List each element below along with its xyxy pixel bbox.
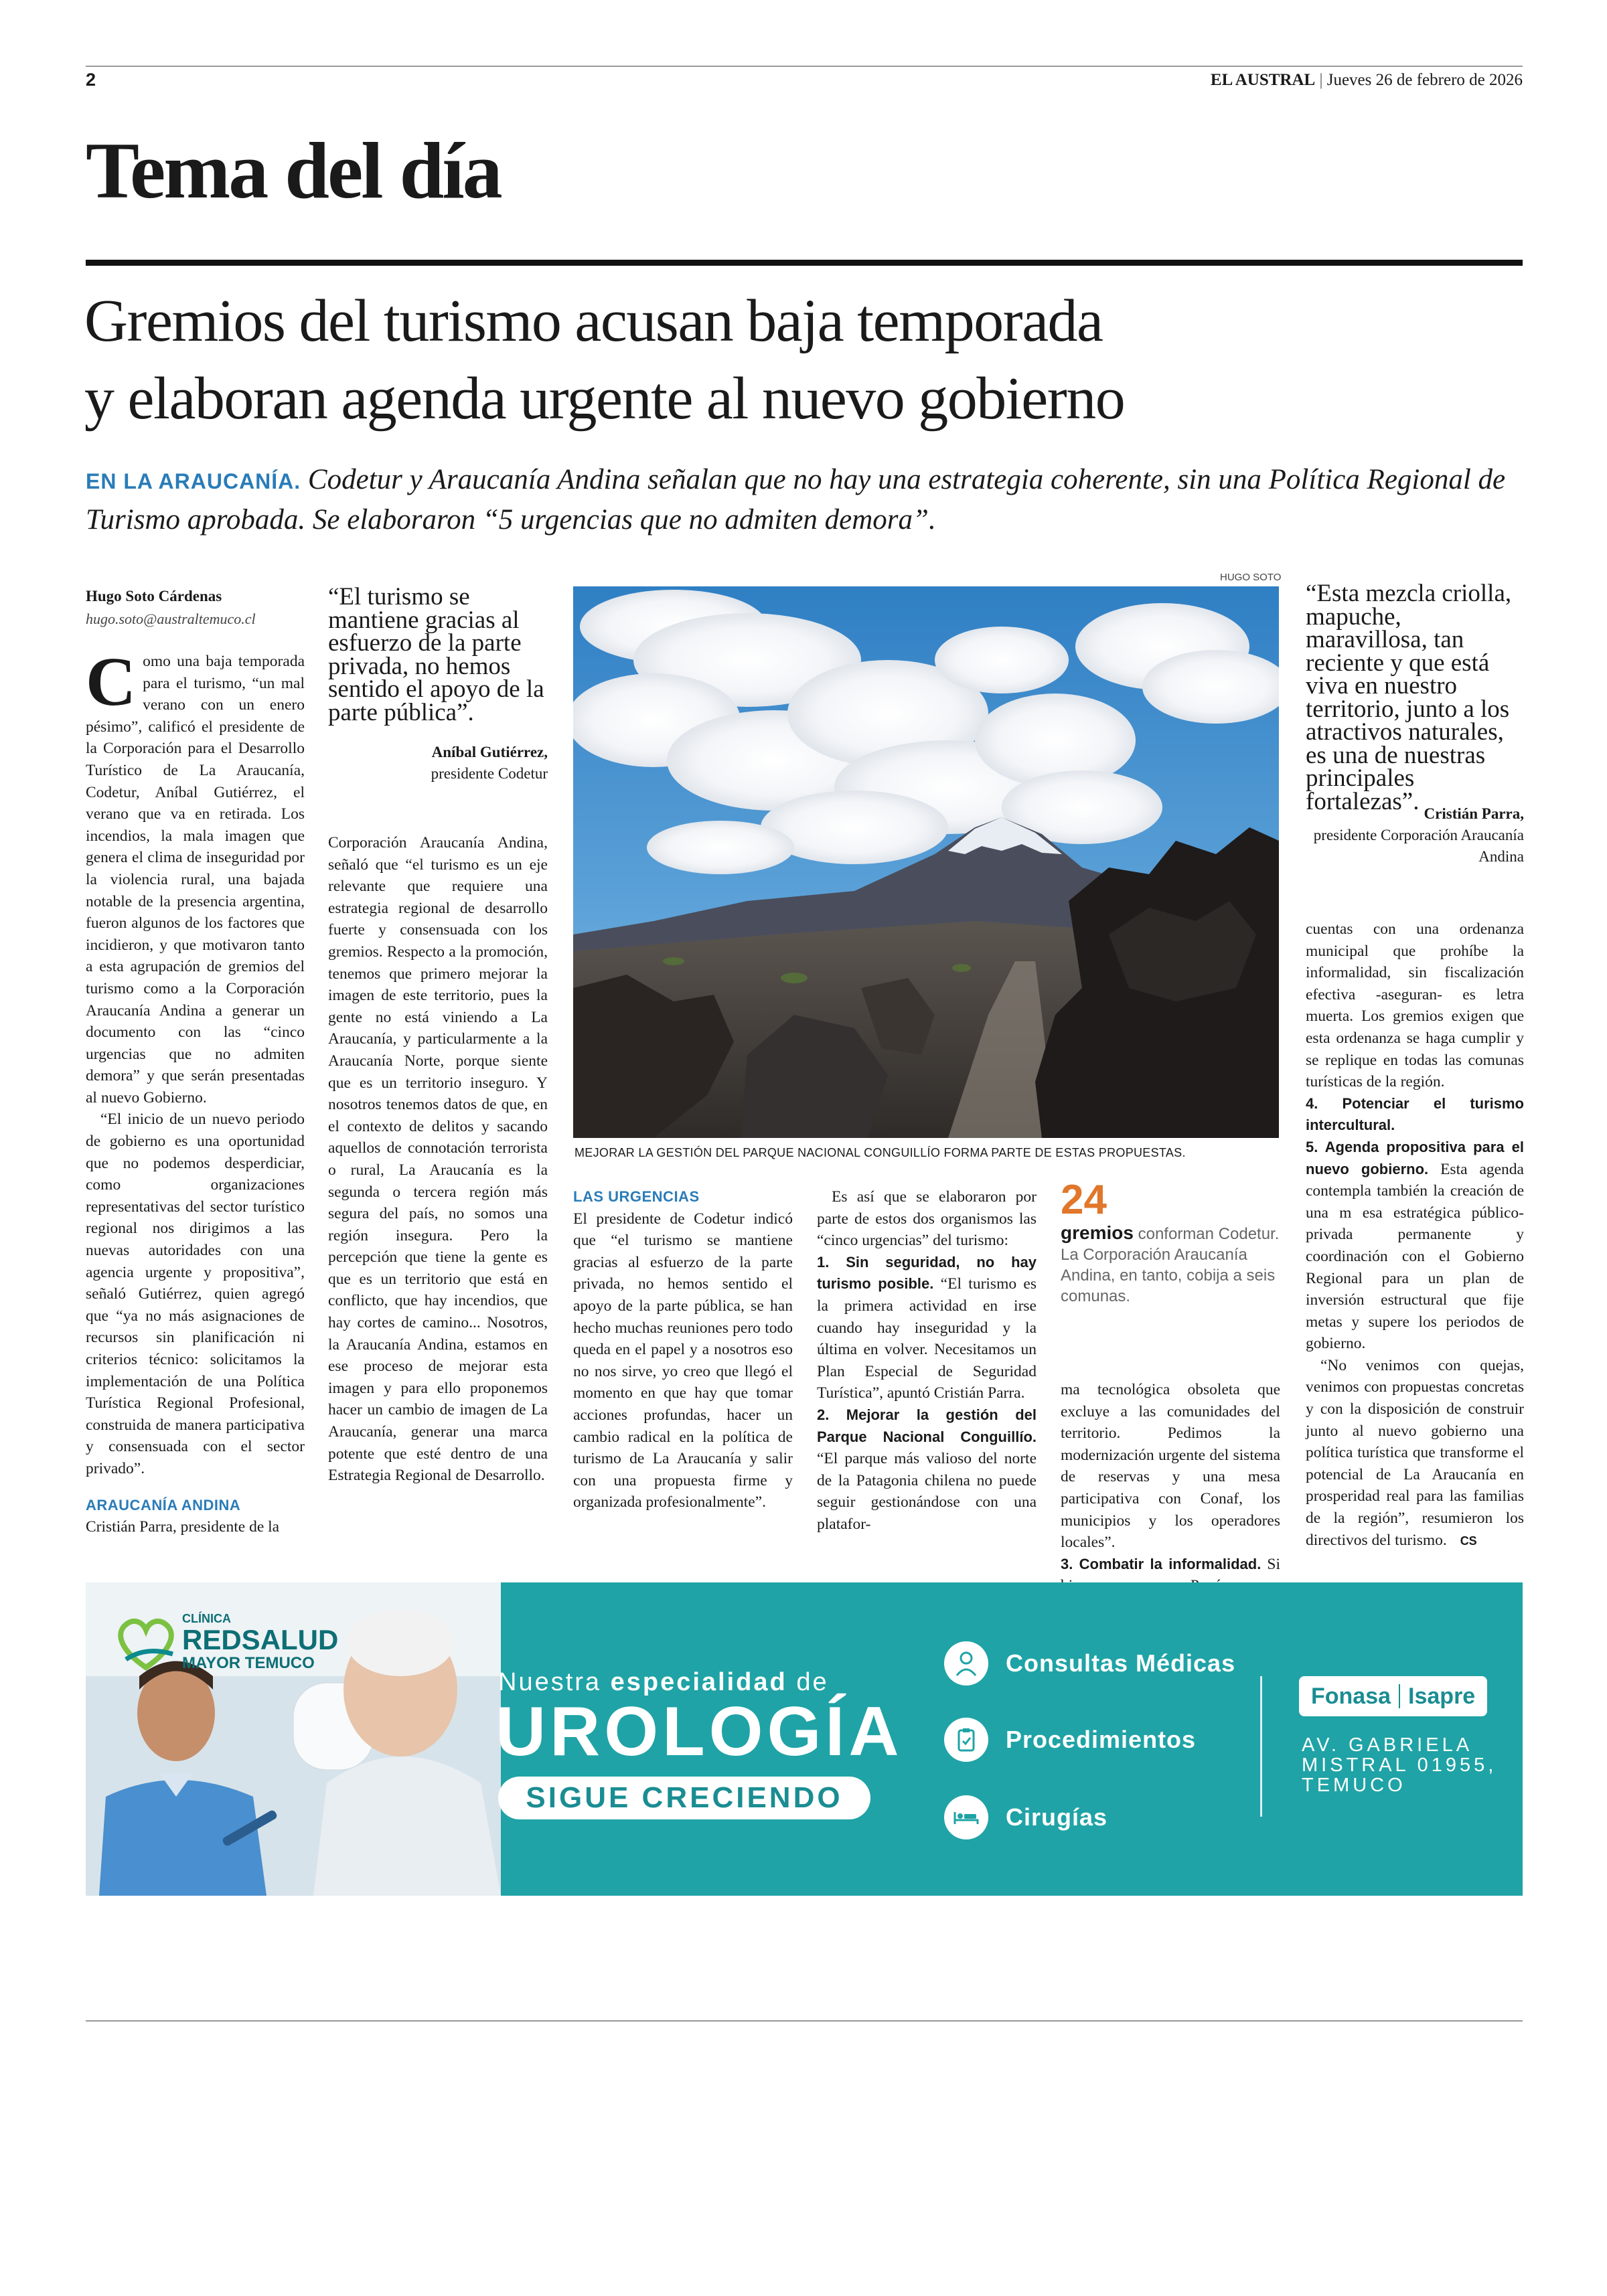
lead: [86, 461, 1525, 539]
urgency-5-title: 5. Agenda propositiva para el nuevo gobierno.: [1306, 1138, 1524, 1177]
ad-logo-small: CLÍNICA: [182, 1612, 231, 1625]
redsalud-ad[interactable]: [86, 1582, 1523, 1896]
col1-paragraph-1: omo una baja temporada para el turismo, “un mal verano con un enero pésimo”, calificó el presidente de la Corporación para el Desarrollo Turístico de La Araucanía, Codetur, Aníbal Gutiérrez, el verano que va en retirada. Los incendios, la mala imagen que genera el clima de inseguridad por la violencia rural, una bajada notable de la presencia argentina, fueron algunos de los factores que incidieron, y que motivaron tanto a esta agrupación de gremios del turismo como a la Corporación Araucanía Andina a generar un documento con las “cinco urgencias que no admiten demora” y que serán presentadas al nuevo Gobierno.: [86, 653, 305, 1106]
headline: [84, 282, 1124, 438]
section-rule: [86, 260, 1523, 266]
photo-caption: MEJORAR LA GESTIÓN DEL PARQUE NACIONAL CONGUILLÍO FORMA PARTE DE ESTAS PROPUESTAS.: [575, 1146, 1186, 1159]
clipboard-icon: [944, 1718, 988, 1762]
ad-insurance-badge: [1299, 1676, 1487, 1716]
top-rule: [86, 66, 1523, 67]
ad-feature-3: [944, 1795, 1107, 1839]
ad-feature-2-label: Procedimientos: [1006, 1726, 1197, 1753]
ad-feature-2: [944, 1718, 1196, 1762]
col4-paragraph-1: Es así que se elaboraron por parte de estos dos organismos las “cinco urgencias” del turismo:: [817, 1188, 1037, 1250]
ad-feature-3-label: Cirugías: [1006, 1803, 1108, 1831]
ad-logo-sub: MAYOR TEMUCO: [182, 1654, 315, 1672]
col6-paragraph-2: “No venimos con quejas, venimos con propuestas concretas y con la disposición de construir junto al nuevo gobierno una política turística que transforme el potencial de La Araucanía en prosperidad real para las familias de la región”, resumieron los directivos del turismo.: [1306, 1356, 1524, 1549]
pull-quote-2: “Esta mezcla criolla, mapuche, maravillosa, tan reciente y que está viva en nuestro territorio, junto a los atractivos naturales, es una de nuestras principales fortalezas”.: [1306, 580, 1512, 815]
page-number: 2: [86, 70, 96, 90]
ad-logo: [112, 1612, 338, 1673]
quote2-role: presidente Corporación Araucanía Andina: [1313, 827, 1524, 865]
col3-paragraph-1: El presidente de Codetur indicó que “el turismo se mantiene gracias al esfuerzo de la parte privada, no hemos sentido el apoyo de la parte pública, se han hecho muchas reuniones pero todo queda en el papel y a nosotros eso no nos sirve, yo creo que llegó el momento en que hay que tomar acciones profundas, hacer un cambio radical en la política de turismo de La Araucanía y salir con una propuesta firme y organizada profesionalmente”.: [573, 1210, 793, 1511]
masthead-paper: EL AUSTRAL: [1210, 71, 1316, 89]
byline-email: hugo.soto@australtemuco.cl: [86, 610, 256, 627]
photo-credit: HUGO SOTO: [1220, 572, 1282, 583]
ad-isapre: Isapre: [1408, 1683, 1476, 1709]
column-3: [573, 1186, 793, 1513]
bottom-rule: [86, 2020, 1523, 2022]
urgency-3-title: 3. Combatir la informalidad.: [1061, 1555, 1261, 1572]
quote1-role: presidente Codetur: [431, 765, 548, 782]
ad-address-1: AV. GABRIELA: [1302, 1734, 1473, 1756]
stat-text: conforman Codetur. La Corporación Araucanía Andina, en tanto, cobija a seis comunas.: [1061, 1225, 1280, 1305]
pull-quote-1: “El turismo se mantiene gracias al esfuerzo de la parte privada, no hemos sentido el apoyo de la parte pública”.: [328, 583, 544, 726]
stat-number: 24: [1061, 1177, 1107, 1223]
stat-text-block: [1061, 1222, 1282, 1307]
urgency-2-text: “El parque más valioso del norte de la Patagonia chilena no puede seguir gestionándose con una platafor-: [817, 1450, 1037, 1533]
masthead-date: Jueves 26 de febrero de 2026: [1326, 71, 1523, 89]
column-4: [817, 1186, 1037, 1536]
drop-cap: C: [86, 643, 137, 720]
ad-line1-c: de: [796, 1668, 829, 1696]
column-2: [328, 832, 548, 1487]
volcano-photo: [573, 586, 1279, 1138]
byline-author: Hugo Soto Cárdenas: [86, 588, 222, 604]
lead-text: Codetur y Araucanía Andina señalan que no hay una estrategia coherente, sin una Política Regional de Turismo aprobada. Se elaboraron “5 urgencias que no admiten demora”.: [86, 464, 1506, 536]
col5-paragraph-1: ma tecnológica obsoleta que excluye a las comunidades del territorio. Pedimos la modernización urgente del sistema de reservas y una mesa participativa con Conaf, los municipios y los operadores locales”.: [1061, 1381, 1280, 1552]
column-6: [1306, 918, 1524, 1552]
end-mark: CS: [1460, 1534, 1477, 1548]
heart-logo-icon: [112, 1613, 179, 1673]
col6-paragraph-1: cuentas con una ordenanza municipal que prohíbe la informalidad, sin fiscalización efectiva -aseguran- es letra muerta. Los gremios exigen que esta ordenanza se haga cumplir y se replique en todas las comunas turísticas de la región.: [1306, 920, 1524, 1091]
urgency-2-title: 2. Mejorar la gestión del Parque Nacional Conguillío.: [817, 1406, 1037, 1445]
ad-pill: SIGUE CRECIENDO: [498, 1777, 870, 1819]
ad-address: [1302, 1735, 1497, 1795]
col1-paragraph-2: “El inicio de un nuevo periodo de gobierno es una oportunidad que no podemos desperdiciar, como organizaciones representativas del sector turístico regional nos dirigimos a las nuevas autoridades con una agencia urgente y propositiva”, señaló Gutiérrez, quien agregó que “ya no más asignaciones de recursos sin planificación ni criterios técnico: solicitamos la implementación de una Política Turística Regional Profesional, construida de manera participativa y consensuada con el sector privado”.: [86, 1111, 305, 1477]
ad-line1-a: Nuestra: [498, 1668, 602, 1696]
column-1: [86, 643, 305, 1538]
ad-logo-brand: REDSALUD: [182, 1624, 339, 1655]
col1-paragraph-3: Cristián Parra, presidente de la: [86, 1518, 280, 1536]
ad-main-title: UROLOGÍA: [495, 1693, 903, 1771]
lead-kicker: EN LA ARAUCANÍA.: [86, 469, 301, 493]
headline-line-2: y elaboran agenda urgente al nuevo gobierno: [84, 365, 1125, 432]
doctor-icon: [944, 1641, 988, 1686]
volcano-landscape-image: [573, 586, 1279, 1138]
urgency-5-text: Esta agenda contempla también la creación de una m esa estratégica público-privada permanente y coordinación con el Gobierno Regional para un plan de inversión estructural que fije metas y supere los periodos de gobierno.: [1306, 1160, 1524, 1353]
headline-line-1: Gremios del turismo acusan baja temporada: [84, 288, 1103, 354]
urgency-3-text: Si: [1267, 1555, 1281, 1573]
section-title: Tema del día: [86, 126, 501, 215]
ad-divider: [1260, 1676, 1262, 1817]
ad-feature-1-label: Consultas Médicas: [1006, 1649, 1236, 1677]
pull-quote-2-attribution: [1306, 803, 1524, 868]
col3-subhead: LAS URGENCIAS: [573, 1188, 700, 1205]
ad-address-2: MISTRAL 01955,: [1302, 1754, 1497, 1776]
ad-address-3: TEMUCO: [1302, 1775, 1406, 1796]
ad-line1-b: especialidad: [610, 1668, 787, 1696]
urgency-1-text: “El turismo es la primera actividad en irse cuando hay inseguridad y la última en volver. Necesitamos un Plan Especial de Seguridad Turística”, apuntó Cristián Parra.: [817, 1275, 1037, 1402]
quote2-name: Cristián Parra,: [1424, 805, 1524, 822]
stat-label: gremios: [1061, 1222, 1134, 1243]
col2-paragraph-1: Corporación Araucanía Andina, señaló que “el turismo es un eje relevante que requiere una estrategia regional de desarrollo fuerte y consensuada con los gremios. Respecto a la promoción, tenemos que primero mejorar la imagen de este territorio, pues la gente no está viniendo a La Araucanía, y particularmente a la Araucanía Norte, porque siente que es un territorio inseguro. Y nosotros tenemos datos de que, en el contexto de delitos y sacando aquellos de connotación terrorista o rural, La Araucanía es la segunda o tercera región más segura del país, no somos una región insegura. Pero la percepción que tiene la gente es que es un territorio que está en conflicto, que hay incendios, que hay cortes de camino... Nosotros, la Araucanía Andina, estamos en ese proceso de mejorar esta imagen y para ello proponemos hacer un cambio de imagen de La Araucanía, generar una marca potente que esté dentro de una Estrategia Regional de Desarrollo.: [328, 834, 548, 1485]
column-5: [1061, 1379, 1280, 1597]
quote1-name: Aníbal Gutiérrez,: [431, 744, 548, 760]
urgency-4-title: 4. Potenciar el turismo intercultural.: [1306, 1094, 1524, 1134]
bed-icon: [944, 1795, 988, 1839]
col1-subhead: ARAUCANÍA ANDINA: [86, 1496, 241, 1513]
urgency-1-title: 1. Sin seguridad, no hay turismo posible.: [817, 1253, 1037, 1293]
ad-fonasa: Fonasa: [1311, 1683, 1391, 1709]
masthead: EL AUSTRAL | Jueves 26 de febrero de 2026: [1210, 71, 1523, 89]
pull-quote-1-attribution: [321, 742, 548, 785]
stat-box: [1061, 1178, 1282, 1307]
ad-feature-1: [944, 1641, 1235, 1686]
